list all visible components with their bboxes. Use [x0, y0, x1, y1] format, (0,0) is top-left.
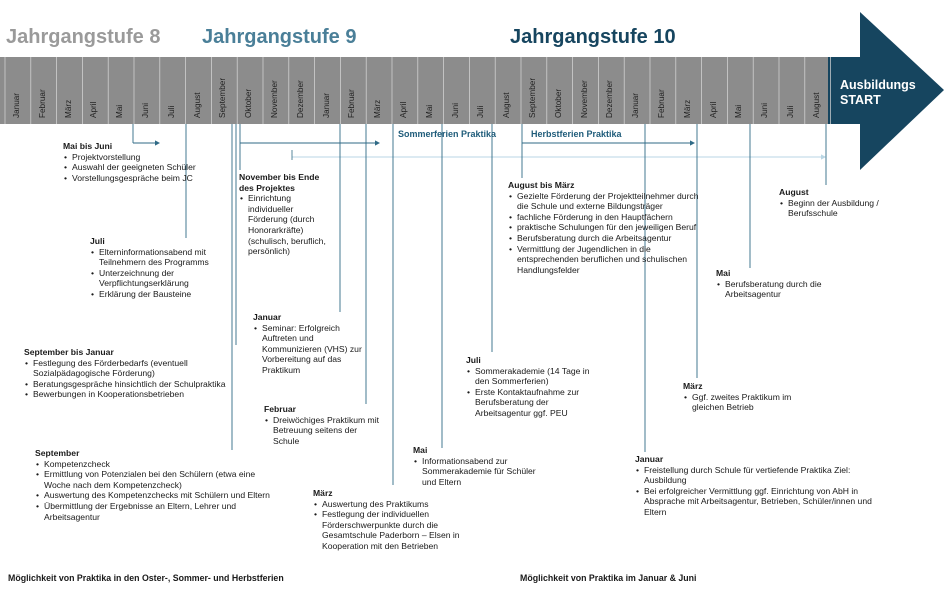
- event-block-item: • praktische Schulungen für den jeweiligen Beruf: [508, 222, 708, 233]
- event-block-item: • Ggf. zweites Praktikum im gleichen Betrieb: [683, 392, 813, 413]
- event-block-list: [313, 499, 493, 552]
- event-block-list: [264, 415, 384, 447]
- month-label: September: [218, 77, 228, 118]
- event-block-item: • Ermittlung von Potenzialen bei den Schülern (etwa eine Woche nach dem Kompetenzcheck): [35, 469, 280, 490]
- event-block: [683, 381, 813, 413]
- month-label: Mai: [115, 104, 125, 118]
- event-block-item: • Übermittlung der Ergebnisse an Eltern, Lehrer und Arbeitsagentur: [35, 501, 280, 522]
- event-block-title: Mai bis Juni: [63, 141, 113, 151]
- arrowhead: [690, 140, 695, 145]
- event-block-item: • Informationsabend zur Sommerakademie für Schüler und Eltern: [413, 456, 543, 488]
- event-block-item: • Sommerakademie (14 Tage in den Sommerferien): [466, 366, 606, 387]
- event-block-list: [63, 152, 228, 184]
- event-block-item: • Berufsberatung durch die Arbeitsagentur: [716, 279, 846, 300]
- event-block: [716, 268, 846, 300]
- event-block: [466, 355, 606, 419]
- event-block: [313, 488, 493, 552]
- grade-10-label: Jahrgangstufe 10: [510, 26, 676, 48]
- event-block-list: [779, 198, 929, 219]
- event-block-title: März: [683, 381, 703, 391]
- event-block-item: • Beratungsgespräche hinsichtlich der Schulpraktika: [24, 379, 264, 390]
- sommerferien-praktika-label: Sommerferien Praktika: [398, 129, 497, 139]
- month-label: Februar: [37, 89, 47, 118]
- month-label: Juli: [476, 105, 486, 118]
- month-label: Mai: [734, 104, 744, 118]
- event-block-title: November bis Ende des Projektes: [239, 172, 320, 193]
- event-block-title: September: [35, 448, 80, 458]
- event-block: [779, 187, 929, 219]
- month-label: Dezember: [295, 80, 305, 118]
- event-block-item: • Berufsberatung durch die Arbeitsagentur: [508, 233, 708, 244]
- event-block: [253, 312, 373, 376]
- event-block-item: • fachliche Förderung in den Hauptfächern: [508, 212, 708, 223]
- event-block-item: • Gezielte Förderung der Projektteilnehmer durch die Schule und externe Bildungsträger: [508, 191, 708, 212]
- month-label: April: [708, 101, 718, 118]
- event-block-item: • Kompetenzcheck: [35, 459, 280, 470]
- event-block-list: [35, 459, 280, 523]
- event-block: [239, 172, 329, 257]
- month-label: Januar: [631, 92, 641, 118]
- event-block-list: [239, 193, 329, 257]
- event-block-item: • Festlegung des Förderbedarfs (eventuell Sozialpädagogische Förderung): [24, 358, 264, 379]
- month-label: August: [811, 92, 821, 118]
- event-block-title: März: [313, 488, 333, 498]
- event-block: [90, 236, 230, 300]
- event-block-list: [466, 366, 606, 419]
- event-block-title: Januar: [635, 454, 664, 464]
- event-block-item: • Vorstellungsgespräche beim JC: [63, 173, 228, 184]
- month-label: Juni: [141, 102, 150, 118]
- ausbildungs-start-label: Ausbildungs START: [840, 78, 916, 107]
- month-label: September: [528, 77, 537, 118]
- event-block-item: • Seminar: Erfolgreich Auftreten und Kommunizieren (VHS) zur Vorbereitung auf das Praktikum: [253, 323, 373, 376]
- month-label: März: [373, 99, 383, 118]
- month-label: Dezember: [605, 80, 615, 118]
- event-block-item: • Einrichtung individueller Förderung (durch Honorarkräfte) (schulisch, beruflich, persönlich): [239, 193, 329, 257]
- grade-8-label: Jahrgangstufe 8: [6, 26, 161, 48]
- event-block: [63, 141, 228, 183]
- event-block-title: Juli: [90, 236, 105, 246]
- event-block: [35, 448, 280, 522]
- month-label: Juni: [760, 102, 770, 118]
- event-block-title: Mai: [413, 445, 428, 455]
- event-block-title: September bis Januar: [24, 347, 114, 357]
- event-block: [264, 404, 384, 446]
- event-block-item: • Festlegung der individuellen Förderschwerpunkte durch die Gesamtschule Paderborn – Elsen in Kooperation mit den Betrieben: [313, 509, 493, 551]
- event-block-item: • Auswertung des Kompetenzchecks mit Schülern und Eltern: [35, 490, 280, 501]
- event-block: [413, 445, 543, 487]
- month-label: Juli: [166, 105, 176, 118]
- footer-left-note: Möglichkeit von Praktika in den Oster-, Sommer- und Herbstferien: [8, 573, 284, 583]
- event-block-item: • Auswertung des Praktikums: [313, 499, 493, 510]
- event-block-item: • Erste Kontaktaufnahme zur Berufsberatung der Arbeitsagentur ggf. PEU: [466, 387, 606, 419]
- month-label: Oktober: [553, 88, 563, 118]
- event-block-item: • Unterzeichnung der Verpflichtungserklärung: [90, 268, 230, 289]
- grade-9-label: Jahrgangstufe 9: [202, 26, 357, 48]
- event-block-list: [413, 456, 543, 488]
- month-label: Juli: [786, 105, 795, 118]
- month-label: April: [399, 101, 408, 118]
- event-block-item: • Bewerbungen in Kooperationsbetrieben: [24, 389, 264, 400]
- arrowhead: [821, 154, 826, 159]
- month-label: März: [63, 99, 73, 118]
- event-block: [508, 180, 708, 275]
- arrowhead: [375, 140, 380, 145]
- event-block-title: August: [779, 187, 809, 197]
- month-label: November: [579, 80, 589, 118]
- event-block-title: Februar: [264, 404, 296, 414]
- month-label: Februar: [657, 89, 666, 118]
- event-block-list: [24, 358, 264, 400]
- event-block-title: Januar: [253, 312, 282, 322]
- event-block-item: • Elterninformationsabend mit Teilnehmern des Programms: [90, 247, 230, 268]
- month-label: April: [89, 101, 99, 118]
- event-block-list: [508, 191, 708, 276]
- event-block-list: [635, 465, 875, 518]
- month-label: März: [682, 99, 692, 118]
- month-label: Mai: [424, 104, 434, 118]
- month-label: Januar: [12, 92, 21, 118]
- event-block-item: • Auswahl der geeigneten Schüler: [63, 162, 228, 173]
- month-label: Februar: [347, 89, 357, 118]
- event-block-title: Juli: [466, 355, 481, 365]
- event-block-item: • Erklärung der Bausteine: [90, 289, 230, 300]
- event-block-title: August bis März: [508, 180, 575, 190]
- month-label: August: [192, 92, 202, 118]
- herbstferien-praktika-label: Herbstferien Praktika: [531, 129, 622, 139]
- event-block-item: • Projektvorstellung: [63, 152, 228, 163]
- event-block-item: • Bei erfolgreicher Vermittlung ggf. Einrichtung von AbH in Absprache mit Arbeitsagentur, Betrieben, Schüler/innen und Eltern: [635, 486, 875, 518]
- event-block: [24, 347, 264, 400]
- event-block: [635, 454, 875, 518]
- event-block-item: • Dreiwöchiges Praktikum mit Betreuung seitens der Schule: [264, 415, 384, 447]
- event-block-list: [716, 279, 846, 300]
- footer-right-note: Möglichkeit von Praktika im Januar & Juni: [520, 573, 697, 583]
- event-block-item: • Vermittlung der Jugendlichen in die entsprechenden beruflichen und schulischen Handlungsfelder: [508, 244, 708, 276]
- month-label: Juni: [450, 102, 460, 118]
- event-block-list: [683, 392, 813, 413]
- month-label: November: [270, 80, 279, 118]
- event-block-item: • Beginn der Ausbildung / Berufsschule: [779, 198, 929, 219]
- event-block-title: Mai: [716, 268, 731, 278]
- event-block-list: [253, 323, 373, 376]
- event-block-item: • Freistellung durch Schule für vertiefende Praktika Ziel: Ausbildung: [635, 465, 875, 486]
- month-label: August: [502, 92, 512, 118]
- month-label: Oktober: [244, 88, 254, 118]
- month-label: Januar: [321, 92, 331, 118]
- event-block-list: [90, 247, 230, 300]
